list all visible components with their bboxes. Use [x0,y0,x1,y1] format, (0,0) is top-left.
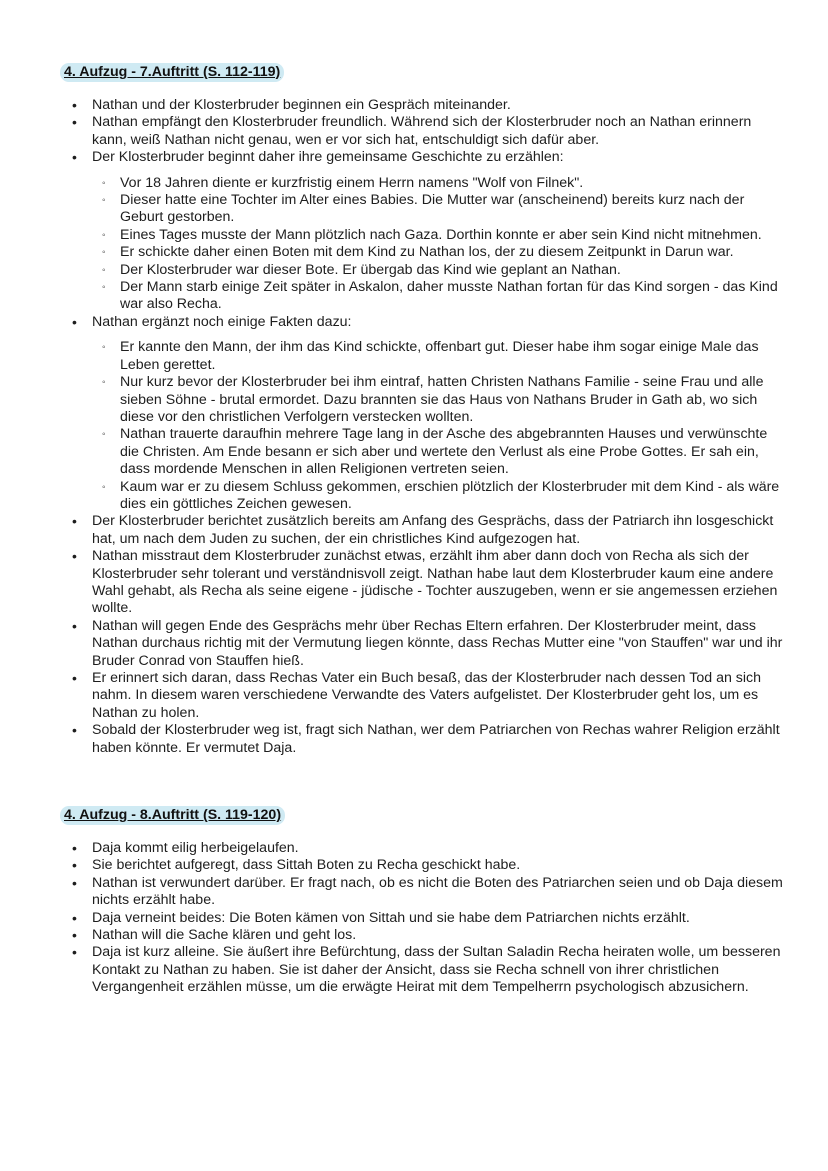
list-item: • Der Klosterbruder beginnt daher ihre gemeinsame Geschichte zu erzählen: ◦ Vor 18 Jahren diente er kurzfristig einem Herrn namens "Wolf von Filnek". ◦ Dieser hatte eine Tochter im Alter eines Babies. Die Mutter war (anscheinend) bereits kurz nach der Geburt gestorben. ◦ Eines Tages musste der Mann plötzlich nach Gaza. Dorthin konnte er aber sein Kind nicht mitnehmen. ◦ Er schickte daher einen Boten mit dem Kind zu Nathan los, der zu diesem Zeitpunkt in Darun war. ◦ Der Klosterbruder war dieser Bote. Er übergab das Kind wie geplant an Nathan. ◦ Der Mann starb einige Zeit später in Askalon, daher musste Nathan fortan für das Kind sorgen - das Kind war also Recha. [64,149,789,314]
sub-list-item: ◦ Dieser hatte eine Tochter im Alter eines Babies. Die Mutter war (anscheinend) bereits kurz nach der Geburt gestorben. [102,192,745,226]
bullet-icon: • [72,513,77,530]
circle-bullet-icon: ◦ [102,229,106,241]
circle-bullet-icon: ◦ [102,429,106,441]
section-2-heading-text: 4. Aufzug - 8.Auftritt (S. 119-120) [60,806,285,825]
sub-list-item: ◦ Vor 18 Jahren diente er kurzfristig einem Herrn namens "Wolf von Filnek". [102,174,584,191]
circle-bullet-icon: ◦ [102,342,106,354]
bullet-icon: • [72,114,77,131]
bullet-icon: • [72,944,77,961]
sub-list-item: ◦ Er schickte daher einen Boten mit dem Kind zu Nathan los, der zu diesem Zeitpunkt in Darun war. [102,244,734,261]
bullet-icon: • [72,857,77,874]
list-item: • Daja ist kurz alleine. Sie äußert ihre Befürchtung, dass der Sultan Saladin Recha heiraten wolle, um besseren Kontakt zu Nathan zu haben. Sie ist daher der Ansicht, dass sie Recha schnell von ihrer christlichen Vergangenheit erzählen müsse, um die erwägte Heirat mit dem Tempelherrn psychologisch abzusichern. [72,944,781,996]
circle-bullet-icon: ◦ [102,377,106,389]
bullet-icon: • [72,548,77,565]
sub-list-item: ◦ Kaum war er zu diesem Schluss gekommen, erschien plötzlich der Klosterbruder mit dem Kind - als wäre dies ein göttliches Zeichen gewesen. [102,478,780,512]
list-item: • Nathan und der Klosterbruder beginnen ein Gespräch miteinander. [72,97,511,113]
sub-list-item: ◦ Der Klosterbruder war dieser Bote. Er übergab das Kind wie geplant an Nathan. [102,261,621,278]
circle-bullet-icon: ◦ [102,195,106,207]
list-item: • Sobald der Klosterbruder weg ist, fragt sich Nathan, wer dem Patriarchen von Rechas wahrer Religion erzählt haben könnte. Er vermutet Daja. [72,722,780,756]
bullet-icon: • [72,909,77,926]
list-item: • Nathan empfängt den Klosterbruder freundlich. Während sich der Klosterbruder noch an Nathan erinnern kann, weiß Nathan nicht genau, wen er vor sich hat, entschuldigt sich dafür aber. [72,114,752,148]
section-2-heading [64,807,285,824]
bullet-icon: • [72,670,77,686]
sub-list-item: ◦ Nathan trauerte daraufhin mehrere Tage lang in der Asche des abgebrannten Hauses und verwünschte die Christen. Am Ende besann er sich aber und wertete den Verlust als eine Probe Gottes. Er sah ein, dass mordende Menschen in allen Religionen vertreten seien. [102,426,768,478]
bullet-icon: • [72,874,77,891]
list-item: • Sie berichtet aufgeregt, dass Sittah Boten zu Recha geschickt habe. [72,857,521,874]
sub-list-item: ◦ Eines Tages musste der Mann plötzlich nach Gaza. Dorthin konnte er aber sein Kind nicht mitnehmen. [102,226,762,243]
list-item: • Der Klosterbruder berichtet zusätzlich bereits am Anfang des Gesprächs, dass der Patriarch ihn losgeschickt hat, um nach dem Juden zu suchen, der ein christliches Kind aufgezogen hat. [72,513,774,547]
bullet-icon: • [72,722,77,739]
sub-list-item: ◦ Der Mann starb einige Zeit später in Askalon, daher musste Nathan fortan für das Kind sorgen - das Kind war also Recha. [102,279,778,313]
circle-bullet-icon: ◦ [102,177,106,189]
bullet-icon: • [72,149,77,166]
circle-bullet-icon: ◦ [102,264,106,276]
list-item: • Er erinnert sich daran, dass Rechas Vater ein Buch besaß, das der Klosterbruder nach dessen Tod an sich nahm. In diesem waren verschiedene Verwandte des Vaters aufgelistet. Der Klosterbruder geht los, um es Nathan zu holen. [72,670,762,721]
sub-list-facts [92,339,789,513]
list-item: • Daja kommt eilig herbeigelaufen. [72,840,299,856]
bullet-icon: • [72,313,77,330]
bullet-icon: • [72,97,77,113]
list-item: • Nathan misstraut dem Klosterbruder zunächst etwas, erzählt ihm aber dann doch von Recha als sich der Klosterbruder sehr tolerant und verständnisvoll zeigt. Nathan habe laut dem Klosterbruder kaum eine andere Wahl gehabt, als Recha als seine eigene - jüdische - Tochter auszugeben, wenn er sie angemessen erziehen wollte. [72,548,778,617]
list-item: • Nathan ist verwundert darüber. Er fragt nach, ob es nicht die Boten des Patriarchen seien und ob Daja diesem nichts erzählt habe. [72,874,783,909]
section-1-heading-text: 4. Aufzug - 7.Auftritt (S. 112-119) [60,63,284,82]
circle-bullet-icon: ◦ [102,481,106,493]
bullet-icon: • [72,840,77,856]
bullet-icon: • [72,927,77,944]
circle-bullet-icon: ◦ [102,282,106,294]
bullet-icon: • [72,617,77,634]
list-item: • Nathan ergänzt noch einige Fakten dazu: ◦ Er kannte den Mann, der ihm das Kind schickte, offenbart gut. Dieser habe ihm sogar einige Male das Leben gerettet. ◦ Nur kurz bevor der Klosterbruder bei ihm eintraf, hatten Christen Nathans Familie - seine Frau und alle sieben Söhne - brutal ermordet. Dazu brannten sie das Haus von Nathans Bruder in Gath ab, wo sich diese vor den christlichen Verfolgern verstecken wollten. ◦ Nathan trauerte daraufhin mehrere Tage lang in der Asche des abgebrannten Hauses und verwünschte die Christen. Am Ende besann er sich aber und wertete den Verlust als eine Probe Gottes. Er sah ein, dass mordende Menschen in allen Religionen vertreten seien. ◦ Kaum war er zu diesem Schluss gekommen, erschien plötzlich der Klosterbruder mit dem Kind - als wäre dies ein göttliches Zeichen gewesen. [64,314,789,513]
circle-bullet-icon: ◦ [102,247,106,259]
sub-list-history [92,175,789,314]
section-1-list [64,97,789,757]
list-item: • Nathan will gegen Ende des Gesprächs mehr über Rechas Eltern erfahren. Der Klosterbruder meint, dass Nathan durchaus richtig mit der Vermutung liegen könnte, dass Rechas Mutter eine "von Stauffen" war und ihr Bruder Conrad von Stauffen hieß. [72,617,783,669]
sub-list-item: ◦ Nur kurz bevor der Klosterbruder bei ihm eintraf, hatten Christen Nathans Familie - seine Frau und alle sieben Söhne - brutal ermordet. Dazu brannten sie das Haus von Nathans Bruder in Gath ab, wo sich diese vor den christlichen Verfolgern verstecken wollten. [102,374,764,425]
sub-list-item: ◦ Er kannte den Mann, der ihm das Kind schickte, offenbart gut. Dieser habe ihm sogar einige Male das Leben gerettet. [102,339,759,373]
section-1-heading [64,64,284,81]
section-2-list [64,840,789,997]
list-item: • Nathan will die Sache klären und geht los. [72,927,357,944]
list-item: • Daja verneint beides: Die Boten kämen von Sittah und sie habe dem Patriarchen nichts erzählt. [72,909,690,926]
